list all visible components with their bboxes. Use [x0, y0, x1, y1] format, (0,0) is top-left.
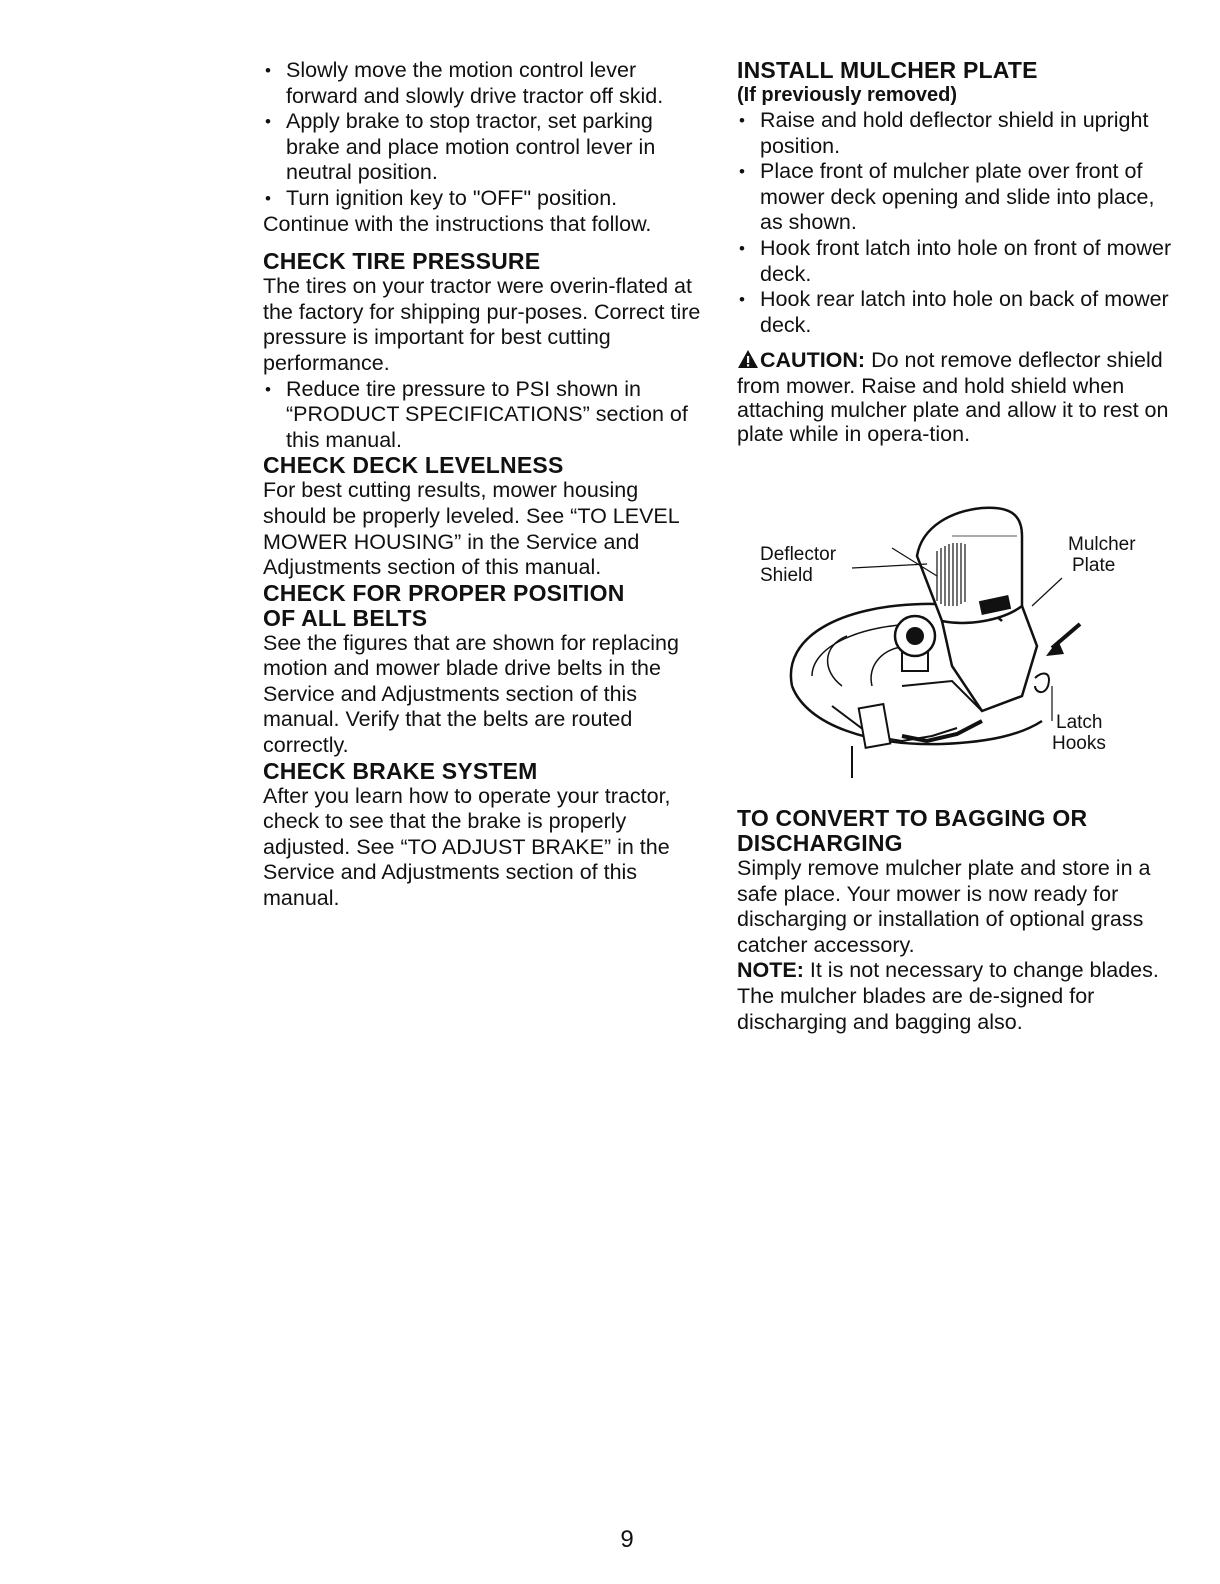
mulcher-heading: INSTALL MULCHER PLATE: [737, 57, 1038, 83]
caution-label: CAUTION:: [760, 348, 866, 373]
intro-continue-text: Continue with the instructions that follow.: [263, 211, 652, 236]
tire-pressure-text: The tires on your tractor were overin-flated at the factory for shipping pur-poses. Correct tire pressure is important for best cutting performance.: [263, 274, 701, 375]
warning-triangle-icon: [737, 349, 759, 374]
convert-heading-line1: TO CONVERT TO BAGGING OR: [737, 805, 1088, 831]
belts-text: See the figures that are shown for replacing motion and mower blade drive belts in the Service and Adjustments section of this manual. Verify that the belts are routed correctly.: [263, 630, 679, 758]
convert-text: Simply remove mulcher plate and store in a safe place. Your mower is now ready for discharging or installation of optional grass catcher accessory.: [737, 856, 1151, 957]
list-item: • Reduce tire pressure to PSI shown in “PRODUCT SPECIFICATIONS” section of this manual.: [263, 377, 703, 454]
intro-bullet-list: [263, 58, 703, 212]
list-item: • Slowly move the motion control lever forward and slowly drive tractor off skid.: [263, 58, 703, 109]
belts-heading-line1: CHECK FOR PROPER POSITION: [263, 579, 625, 606]
mulcher-plate-label: Mulcher Plate: [1068, 534, 1136, 576]
brake-heading: CHECK BRAKE SYSTEM: [263, 757, 538, 784]
list-item: • Hook rear latch into hole on back of mower deck.: [737, 287, 1177, 338]
right-column: [737, 58, 1177, 446]
convert-heading-line2: DISCHARGING: [737, 830, 903, 856]
tire-pressure-heading: CHECK TIRE PRESSURE: [263, 248, 541, 275]
list-item: • Place front of mulcher plate over front of mower deck opening and slide into place, as shown.: [737, 159, 1177, 236]
mulcher-bullet-list: [737, 108, 1177, 338]
list-item: • Apply brake to stop tractor, set parking brake and place motion control lever in neutral position.: [263, 109, 703, 186]
list-item: • Hook front latch into hole on front of mower deck.: [737, 236, 1177, 287]
left-column: [263, 58, 703, 912]
caution-paragraph: [737, 348, 1177, 446]
brake-text: After you learn how to operate your tractor, check to see that the brake is properly adjusted. See “TO ADJUST BRAKE” in the Service and Adjustments section of this manual.: [263, 783, 671, 911]
deck-levelness-text: For best cutting results, mower housing should be properly leveled. See “TO LEVEL MOWER HOUSING” in the Service and Adjustments section of this manual.: [263, 478, 679, 580]
note-paragraph: [737, 958, 1177, 1035]
list-item: • Turn ignition key to "OFF" position.: [263, 186, 703, 212]
latch-hooks-label: Latch Hooks: [1052, 712, 1106, 754]
deflector-shield-label: Deflector Shield: [760, 544, 837, 586]
mulcher-plate-figure: [752, 496, 1172, 796]
note-text: It is not necessary to change blades. The mulcher blades are de-signed for discharging and bagging also.: [737, 958, 1159, 1034]
deck-levelness-heading: CHECK DECK LEVELNESS: [263, 452, 564, 479]
tire-bullet-list: [263, 377, 703, 454]
mulcher-subheading: (If previously removed): [737, 84, 958, 106]
convert-section: [737, 806, 1177, 1035]
caution-text: Do not remove deflector shield from mower. Raise and hold shield when attaching mulcher plate and allow it to rest on plate while in opera-tion.: [737, 348, 1169, 447]
page-number: 9: [620, 1526, 634, 1553]
list-item: • Raise and hold deflector shield in upright position.: [737, 108, 1177, 159]
belts-heading-line2: OF ALL BELTS: [263, 604, 428, 631]
note-label: NOTE:: [737, 958, 804, 983]
